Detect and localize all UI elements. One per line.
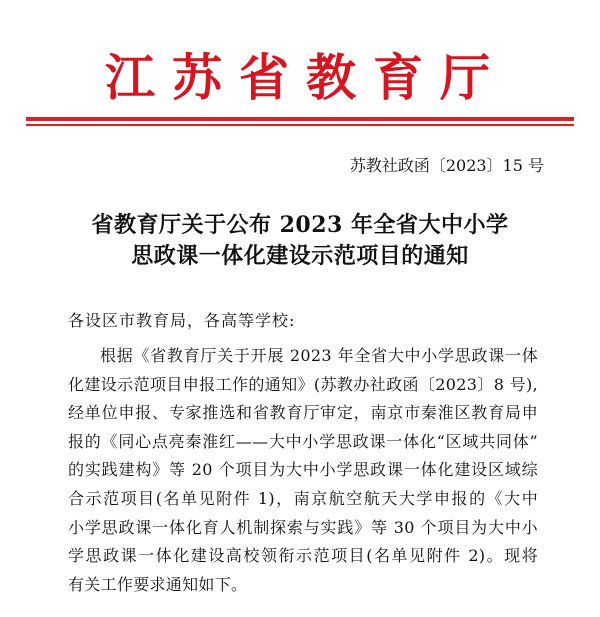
body-paragraph	[68, 342, 538, 599]
masthead-title: 江苏省教育厅	[105, 48, 507, 107]
body-line: 的实践建构》等 20 个项目为大中小学思政课一体化建设区域综	[68, 460, 538, 480]
title-line-2: 思政课一体化建设示范项目的通知	[131, 243, 469, 269]
body-line: 学思政课一体化建设高校领衔示范项目(名单见附件 2)。现将	[68, 546, 538, 566]
title-line-1: 省教育厅关于公布 2023 年全省大中小学	[91, 212, 509, 238]
body-line: 经单位申报、专家推选和省教育厅审定，南京市秦淮区教育局申	[68, 403, 538, 423]
body-line: 报的《同心点亮秦淮红——大中小学思政课一体化“区域共同体”	[68, 431, 538, 451]
body-line: 合示范项目(名单见附件 1)，南京航空航天大学申报的《大中	[68, 488, 538, 508]
document-number: 苏教社政函〔2023〕15 号	[349, 156, 544, 175]
document-title	[0, 210, 600, 272]
body-line: 小学思政课一体化育人机制探索与实践》等 30 个项目为大中小	[68, 517, 538, 537]
body-line: 有关工作要求通知如下。	[68, 574, 248, 594]
salutation: 各设区市教育局，各高等学校:	[68, 311, 296, 330]
masthead-rule-thin	[26, 124, 574, 126]
body-line: 根据《省教育厅关于开展 2023 年全省大中小学思政课一体	[100, 346, 538, 365]
body-line: 化建设示范项目申报工作的通知》(苏教办社政函〔2023〕8 号),	[68, 374, 538, 394]
masthead-rule-thick	[26, 117, 574, 121]
